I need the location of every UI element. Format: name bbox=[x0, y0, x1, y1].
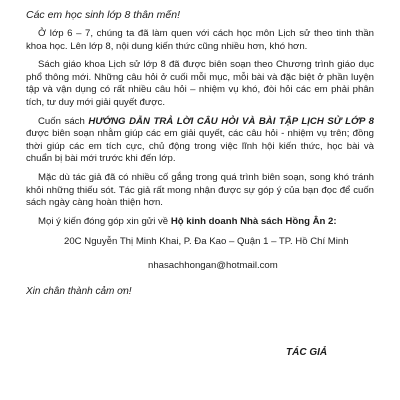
contact-intro-text: Mọi ý kiến đóng góp xin gửi về bbox=[38, 215, 171, 227]
publisher-name: Hộ kinh doanh Nhà sách Hồng Ân 2: bbox=[170, 215, 337, 227]
thanks-line: Xin chân thành cảm ơn! bbox=[26, 285, 132, 297]
paragraph-intro: Ở lớp 6 – 7, chúng ta đã làm quen với cách học môn Lịch sử theo tinh thần khoa học. Lên lớp 8, nội dung kiến thức cũng nhiều hơn, khó hơn. bbox=[26, 28, 374, 52]
paragraph-contact bbox=[26, 216, 374, 229]
paragraph-textbook: Sách giáo khoa Lịch sử lớp 8 đã được biên soạn theo Chương trình giáo dục phổ thông mới. Những câu hỏi ở cuối mỗi mục, mỗi bài và đặc biệt ở phần luyện tập và vận dụng có rất nhiều câu hỏi – nhiệm vụ khó, đòi hỏi các em phải phân tích, tư duy mới giải quyết được. bbox=[26, 59, 374, 108]
paragraph-feedback-request: Mặc dù tác giả đã có nhiều cố gắng trong quá trình biên soạn, song khó tránh khỏi những thiếu sót. Tác giả rất mong nhận được sự góp ý của bạn đọc để cuốn sách ngày càng hoàn thiện hơn. bbox=[26, 171, 374, 209]
publisher-email: nhasachhongan@hotmail.com bbox=[148, 259, 278, 271]
book-purpose-text: được biên soạn nhằm giúp các em giải quyết, các câu hỏi - nhiệm vụ trên; đồng thời giúp các em tích cực, chủ động trong việc lĩnh hội kiến thức, học bài và chuẩn bị bài mới trước khi đến lớp. bbox=[26, 128, 374, 165]
author-signature: TÁC GIẢ bbox=[286, 347, 328, 358]
book-title: HƯỚNG DẪN TRẢ LỜI CÂU HỎI VÀ BÀI TẬP LỊCH SỬ LỚP 8 bbox=[88, 115, 374, 127]
paragraph-book-purpose bbox=[26, 116, 374, 166]
publisher-address: 20C Nguyễn Thị Minh Khai, P. Đa Kao – Quận 1 – TP. Hồ Chí Minh bbox=[64, 236, 349, 248]
book-intro-text: Cuốn sách bbox=[38, 115, 89, 127]
greeting: Các em học sinh lớp 8 thân mến! bbox=[26, 9, 181, 21]
